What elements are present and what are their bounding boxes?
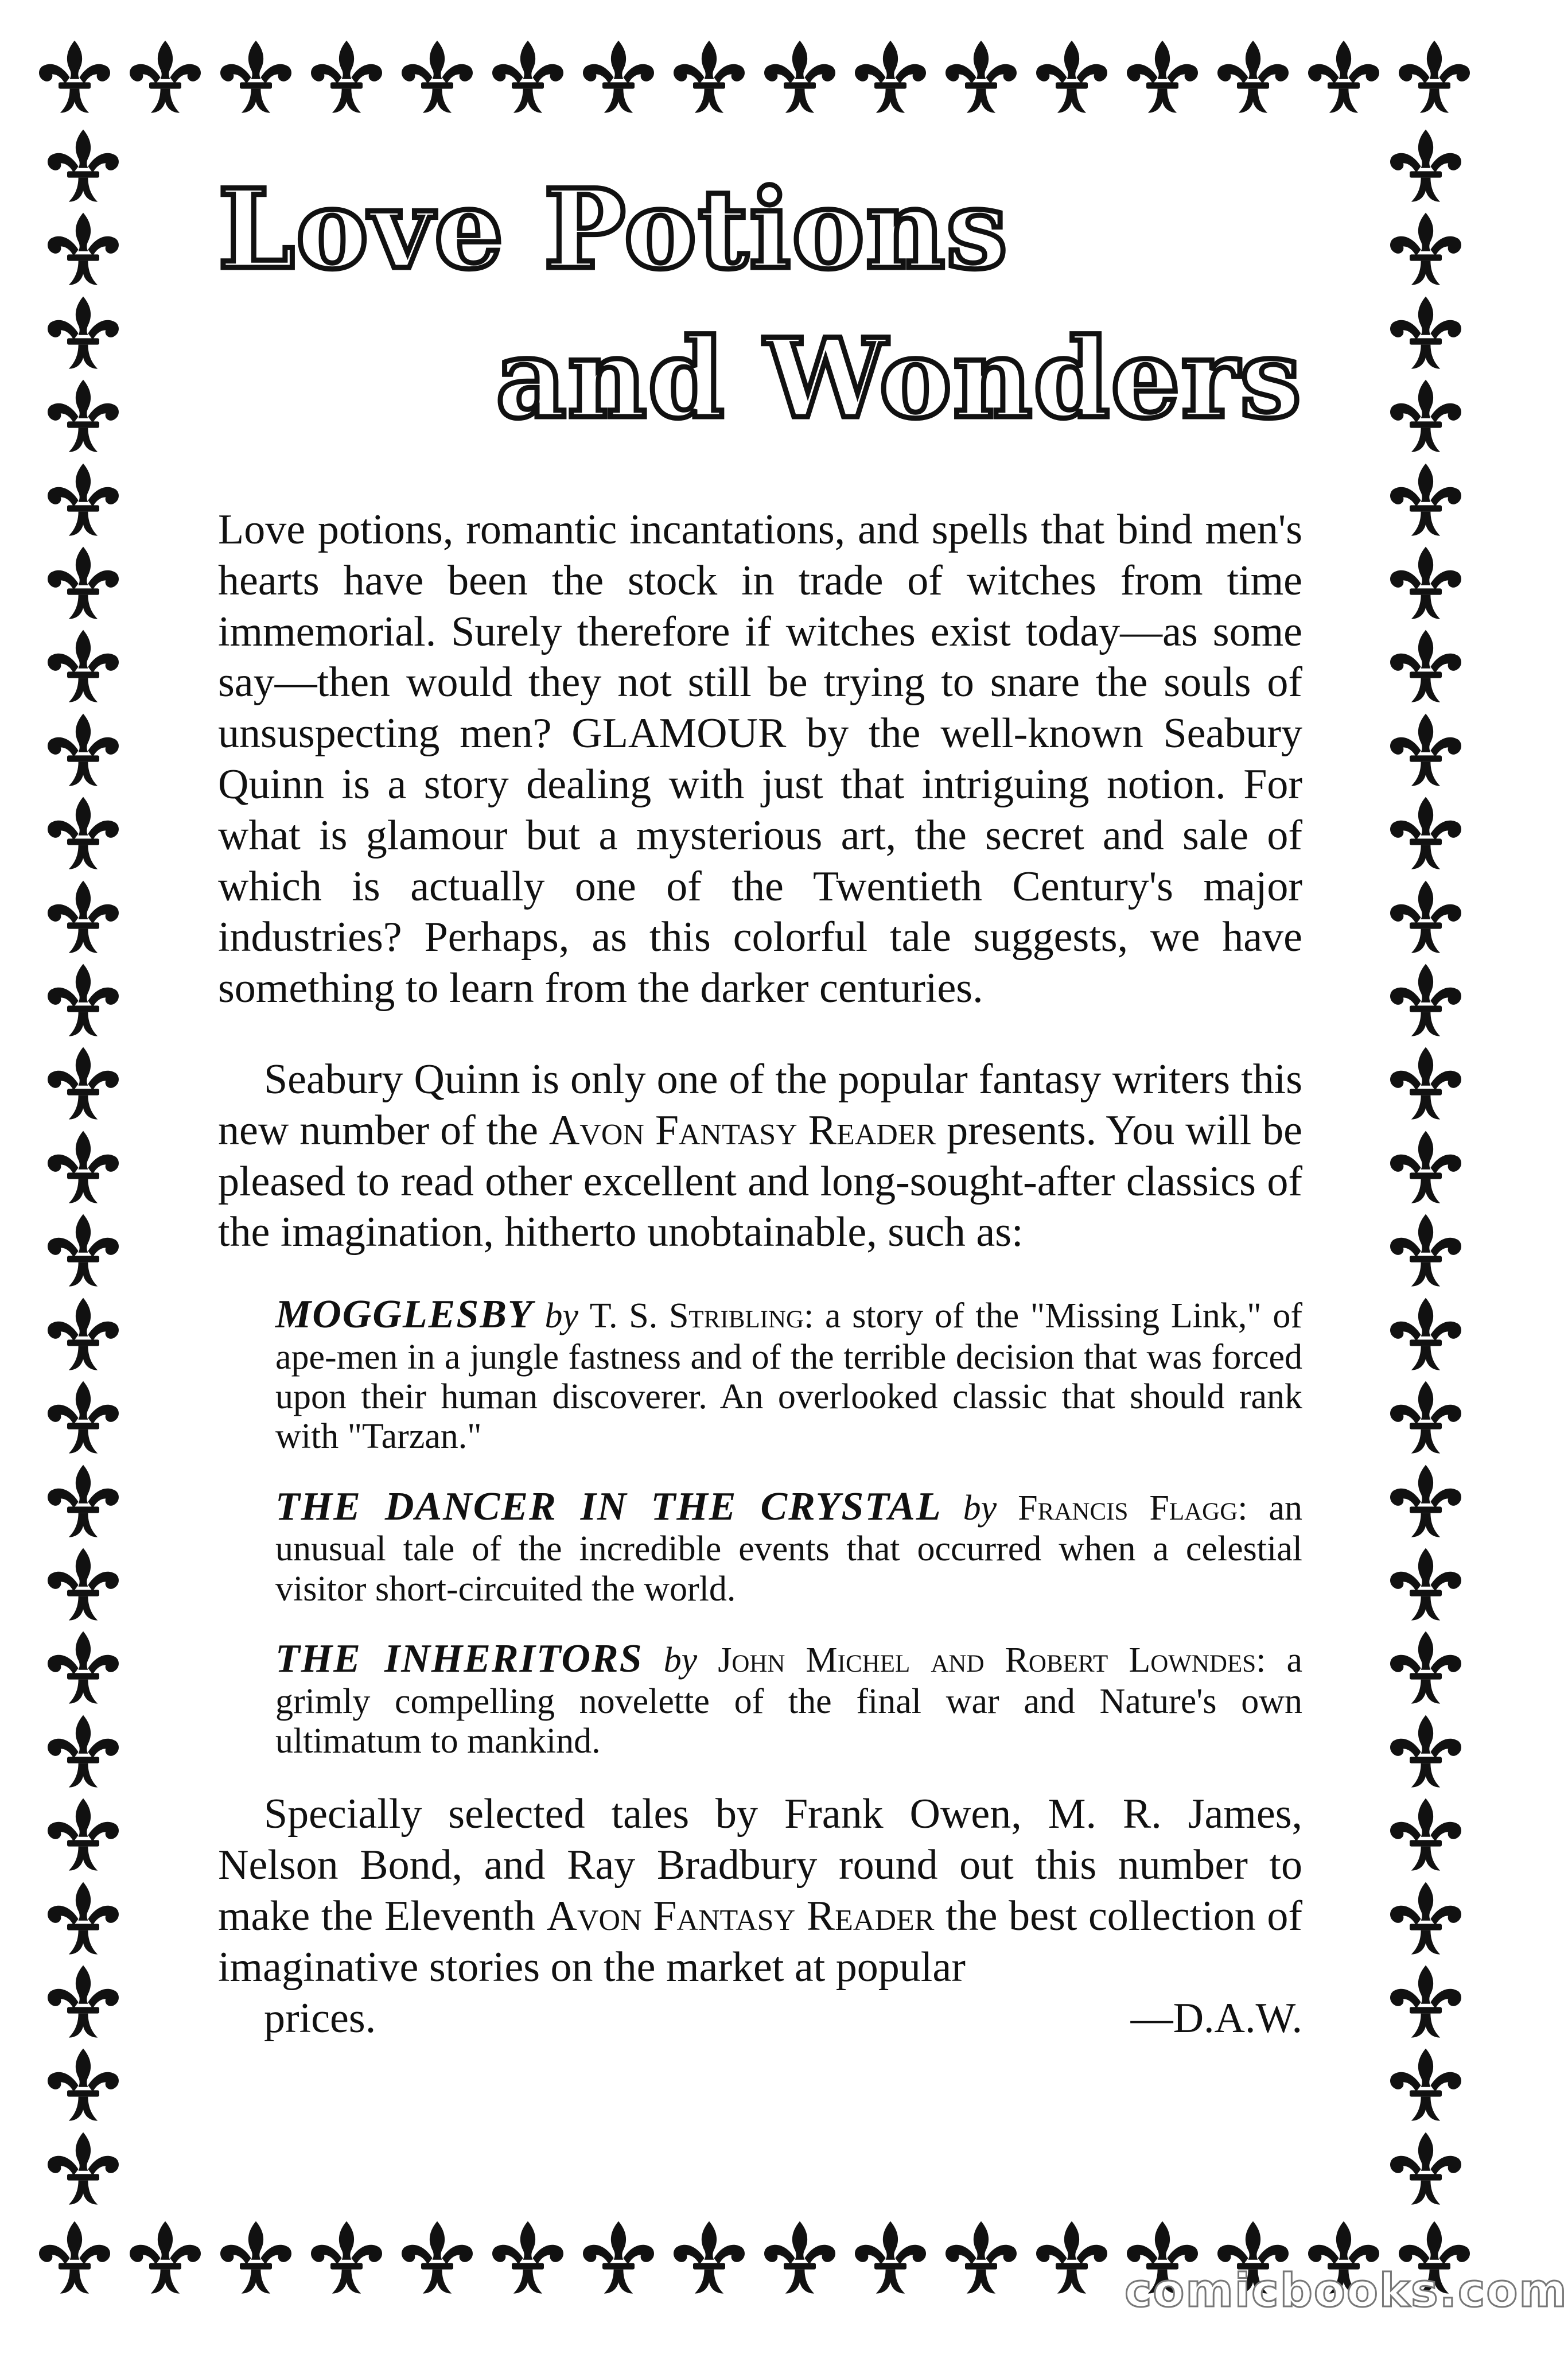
- fleur-de-lis-icon: [669, 2218, 749, 2298]
- fleur-de-lis-icon: [125, 2218, 205, 2298]
- story-title: THE DANCER IN THE CRYSTAL: [275, 1484, 942, 1529]
- fleur-de-lis-icon: [1386, 1545, 1466, 1625]
- story-title: MOGGLESBY: [275, 1292, 534, 1337]
- fleur-de-lis-icon: [34, 37, 115, 118]
- fleur-de-lis-icon: [1386, 2045, 1466, 2126]
- fleur-de-lis-icon: [850, 2218, 931, 2298]
- paragraph-text: Specially selected tales by Frank Owen, M. R. James, Nelson Bond, and Ray Bradbury round out this number to make the Eleventh: [218, 1790, 1302, 1940]
- fleur-de-lis-icon: [1386, 126, 1466, 207]
- fleur-de-lis-icon: [1386, 1044, 1466, 1124]
- story-list: [218, 1292, 1302, 1761]
- fleur-de-lis-icon: [43, 1462, 123, 1542]
- fleur-de-lis-icon: [760, 2218, 840, 2298]
- fleur-de-lis-icon: [43, 1712, 123, 1792]
- fleur-de-lis-icon: [43, 877, 123, 958]
- title-line-1: Love Potions: [218, 165, 1009, 293]
- fleur-de-lis-icon: [1386, 293, 1466, 374]
- story-description: : a grimly compelling novelette of the final war and Nature's own ultimatum to mankind.: [275, 1641, 1302, 1761]
- fleur-de-lis-icon: [488, 37, 568, 118]
- signature: —D.A.W.: [1130, 1994, 1302, 2042]
- paragraph-text: Seabury Quinn is only one of the popular fantasy writers this new number of the: [218, 1055, 1302, 1154]
- title-line-2: and Wonders: [496, 314, 1302, 442]
- fleur-de-lis-icon: [43, 543, 123, 624]
- fleur-de-lis-icon: [34, 2218, 115, 2298]
- fleur-de-lis-icon: [43, 1879, 123, 1959]
- fleur-de-lis-icon: [43, 126, 123, 207]
- fleur-de-lis-icon: [43, 2129, 123, 2209]
- fleur-de-lis-icon: [306, 2218, 387, 2298]
- fleur-de-lis-icon: [1386, 2129, 1466, 2209]
- fleur-de-lis-icon: [43, 1962, 123, 2042]
- right-border: [1377, 126, 1474, 2209]
- story-description: : a story of the "Missing Link," of ape-men in a jungle fastness and of the terrible decision that was forced upon their human discoverer. An overlooked classic that should rank with "Tarzan.": [275, 1296, 1303, 1456]
- fleur-de-lis-icon: [1394, 37, 1474, 118]
- page-title: [218, 165, 1302, 442]
- fleur-de-lis-icon: [669, 37, 749, 118]
- top-border: [34, 29, 1474, 126]
- fleur-de-lis-icon: [1386, 1712, 1466, 1792]
- fleur-de-lis-icon: [1386, 877, 1466, 958]
- fleur-de-lis-icon: [43, 1211, 123, 1291]
- fleur-de-lis-icon: [216, 2218, 296, 2298]
- list-item: [275, 1637, 1302, 1761]
- fleur-de-lis-icon: [43, 460, 123, 541]
- fleur-de-lis-icon: [306, 37, 387, 118]
- fleur-de-lis-icon: [397, 37, 477, 118]
- fleur-de-lis-icon: [1386, 209, 1466, 290]
- watermark: comicbooks.com: [1125, 2264, 1568, 2317]
- fleur-de-lis-icon: [1386, 1879, 1466, 1959]
- fleur-de-lis-icon: [43, 1545, 123, 1625]
- list-item: [275, 1292, 1302, 1457]
- fleur-de-lis-icon: [578, 2218, 659, 2298]
- fleur-de-lis-icon: [43, 376, 123, 457]
- fleur-de-lis-icon: [43, 209, 123, 290]
- fleur-de-lis-icon: [1386, 1962, 1466, 2042]
- fleur-de-lis-icon: [488, 2218, 568, 2298]
- fleur-de-lis-icon: [1032, 37, 1112, 118]
- fleur-de-lis-icon: [1386, 1462, 1466, 1542]
- story-description: : an unusual tale of the incredible events that occurred when a celestial visitor short-circuited the world.: [275, 1488, 1303, 1609]
- fleur-de-lis-icon: [1386, 961, 1466, 1041]
- fleur-de-lis-icon: [43, 2045, 123, 2126]
- fleur-de-lis-icon: [1386, 710, 1466, 791]
- fleur-de-lis-icon: [1386, 627, 1466, 707]
- left-border: [34, 126, 132, 2209]
- fleur-de-lis-icon: [578, 37, 659, 118]
- paragraph-text: presents. You will be pleased to read other excellent and long-sought-after classics of the imagination, hitherto unobtainable, such as:: [218, 1106, 1302, 1256]
- article: [218, 165, 1303, 2044]
- fleur-de-lis-icon: [1386, 1295, 1466, 1375]
- fleur-de-lis-icon: [1122, 37, 1203, 118]
- fleur-de-lis-icon: [1386, 1211, 1466, 1291]
- story-author: Francis Flagg: [1018, 1488, 1238, 1528]
- magazine-name: Avon Fantasy Reader: [548, 1106, 936, 1154]
- story-title: THE INHERITORS: [275, 1637, 643, 1681]
- paragraph-text: the best collection of imaginative stories on the market at popular: [218, 1892, 1302, 1991]
- by-word: by: [663, 1641, 698, 1680]
- fleur-de-lis-icon: [941, 2218, 1021, 2298]
- signature-line: [218, 1993, 1302, 2044]
- second-paragraph: [218, 1054, 1302, 1258]
- fleur-de-lis-icon: [1032, 2218, 1112, 2298]
- fleur-de-lis-icon: [941, 37, 1021, 118]
- by-word: by: [963, 1488, 997, 1528]
- fleur-de-lis-icon: [1304, 37, 1384, 118]
- fleur-de-lis-icon: [43, 710, 123, 791]
- list-item: [275, 1485, 1302, 1609]
- fleur-de-lis-icon: [1213, 37, 1293, 118]
- fleur-de-lis-icon: [43, 293, 123, 374]
- fleur-de-lis-icon: [1386, 376, 1466, 457]
- fleur-de-lis-icon: [43, 1378, 123, 1458]
- magazine-name: Avon Fantasy Reader: [546, 1892, 935, 1940]
- fleur-de-lis-icon: [1386, 1795, 1466, 1875]
- fleur-de-lis-icon: [397, 2218, 477, 2298]
- fleur-de-lis-icon: [1386, 794, 1466, 874]
- fleur-de-lis-icon: [1386, 1378, 1466, 1458]
- fleur-de-lis-icon: [1386, 1128, 1466, 1208]
- story-author: John Michel and Robert Lowndes: [718, 1641, 1256, 1680]
- fleur-de-lis-icon: [43, 1295, 123, 1375]
- intro-paragraph: Love potions, romantic incantations, and spells that bind men's hearts have been the stock in trade of witches from time immemorial. Surely therefore if witches exist today—as some say—then would they not still be trying to snare the souls of unsuspecting men? GLAMOUR by the well-known Seabury Quinn is a story dealing with just that intriguing notion. For what is glamour but a mysterious art, the secret and sale of which is actually one of the Twentieth Century's major industries? Perhaps, as this colorful tale suggests, we have something to learn from the darker centuries.: [218, 506, 1302, 1012]
- fleur-de-lis-icon: [43, 961, 123, 1041]
- fleur-de-lis-icon: [43, 627, 123, 707]
- fleur-de-lis-icon: [43, 1795, 123, 1875]
- fleur-de-lis-icon: [1386, 543, 1466, 624]
- fleur-de-lis-icon: [125, 37, 205, 118]
- fleur-de-lis-icon: [850, 37, 931, 118]
- fleur-de-lis-icon: [43, 1128, 123, 1208]
- by-word: by: [544, 1296, 578, 1336]
- fleur-de-lis-icon: [1386, 460, 1466, 541]
- fleur-de-lis-icon: [43, 794, 123, 874]
- fleur-de-lis-icon: [43, 1044, 123, 1124]
- fleur-de-lis-icon: [760, 37, 840, 118]
- story-author: T. S. Stribling: [589, 1296, 804, 1336]
- closing-paragraph: [218, 1789, 1302, 2044]
- last-word: prices.: [264, 1994, 376, 2042]
- fleur-de-lis-icon: [216, 37, 296, 118]
- fleur-de-lis-icon: [43, 1628, 123, 1708]
- fleur-de-lis-icon: [1386, 1628, 1466, 1708]
